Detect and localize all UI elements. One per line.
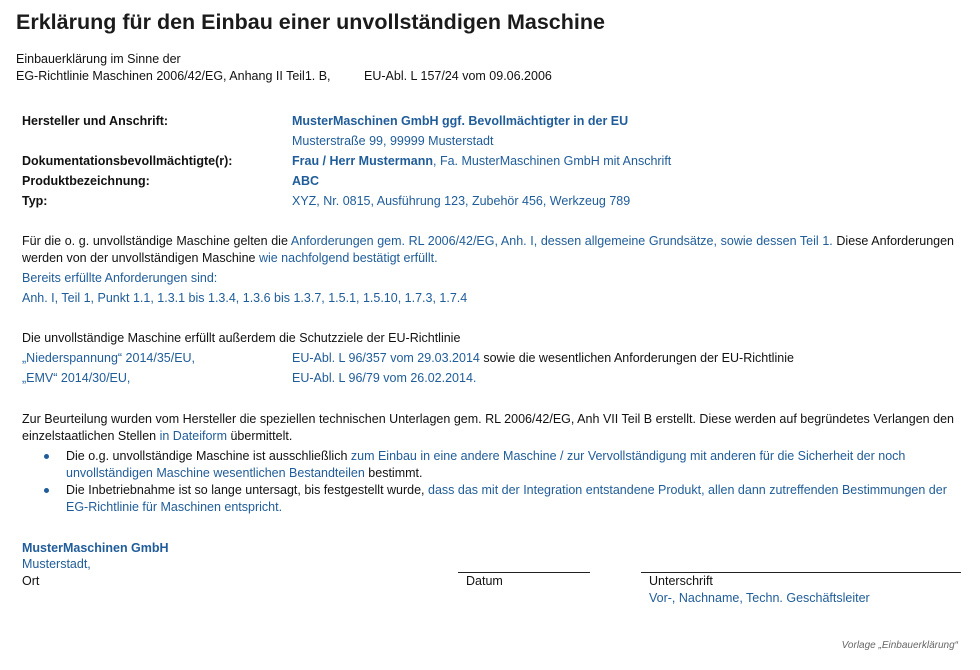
low-voltage-directive: „Niederspannung“ 2014/35/EU, [22,351,196,365]
low-voltage-journal: EU-Abl. L 96/357 vom 29.03.2014 [292,351,480,365]
fulfilled-requirements-label: Bereits erfüllte Anforderungen sind: [22,271,218,285]
signature-city: Musterstadt, [22,557,91,571]
manufacturer-label: Hersteller und Anschrift: [22,114,169,128]
emc-directive: „EMV“ 2014/30/EU, [22,371,131,385]
address-value: Musterstraße 99, 99999 Musterstadt [292,134,494,148]
bullet-icon [44,488,49,493]
bullet2-text-a: Die Inbetriebnahme ist so lange untersagt, bis festgestellt wurde, [66,483,429,497]
list-item [44,448,954,482]
signature-place-label: Ort [22,574,40,588]
subtitle-line1: Einbauerklärung im Sinne der [16,52,181,66]
low-voltage-reference [292,351,794,365]
signature-role: Vor-, Nachname, Techn. Geschäftsleiter [649,591,870,605]
subtitle-line2-journal: EU-Abl. L 157/24 vom 09.06.2006 [364,69,552,83]
tech-text-2: in Dateiform [159,429,227,443]
product-value: ABC [292,174,320,188]
low-voltage-rest: sowie die wesentlichen Anforderungen der EU-Richtlinie [479,351,794,365]
bullet1-text-c: bestimmt. [364,466,423,480]
subtitle-line2-directive: EG-Richtlinie Maschinen 2006/42/EG, Anhang II Teil1. B, [16,69,331,83]
tech-text-1: Zur Beurteilung wurden vom Hersteller die speziellen technischen Unterlagen gem. RL 2006/42/EG, Anh VII Teil B erstellt. Diese werden auf begründetes Verlangen den einzelstaatlichen Stellen [22,412,954,443]
documentation-company: , Fa. MusterMaschinen GmbH mit Anschrift [433,154,672,168]
protection-goals-intro: Die unvollständige Maschine erfüllt außerdem die Schutzziele der EU-Richtlinie [22,331,461,345]
bullet1-text-a: Die o.g. unvollständige Maschine ist ausschließlich [66,449,351,463]
conditions-list [44,448,954,516]
type-value: XYZ, Nr. 0815, Ausführung 123, Zubehör 456, Werkzeug 789 [292,194,631,208]
product-label: Produktbezeichnung: [22,174,150,188]
fulfilled-requirements-list: Anh. I, Teil 1, Punkt 1.1, 1.3.1 bis 1.3.4, 1.3.6 bis 1.3.7, 1.5.1, 1.5.10, 1.7.3, 1.7.4 [22,291,468,305]
req-text-2: Anforderungen gem. RL 2006/42/EG, Anh. I, dessen allgemeine Grundsätze, sowie dessen Teil 1. [290,234,833,248]
technical-documents-paragraph [22,411,954,445]
document-title: Erklärung für den Einbau einer unvollständigen Maschine [16,10,605,34]
req-text-4: wie nachfolgend bestätigt erfüllt. [258,251,438,265]
requirements-paragraph [22,233,954,267]
list-item [44,482,954,516]
documentation-label: Dokumentationsbevollmächtigte(r): [22,154,233,168]
tech-text-3: übermittelt. [226,429,293,443]
emc-journal: EU-Abl. L 96/79 vom 26.02.2014. [292,371,477,385]
signature-line [641,572,961,573]
bullet1-text-b: zum Einbau in eine andere Maschine / zur Vervollständigung mit anderen für die Sicherheit der noch unvollständigen Maschine wesentlichen Bestandteilen [66,449,906,480]
date-signature-line [458,572,590,573]
signature-company: MusterMaschinen GmbH [22,541,169,555]
signature-label: Unterschrift [649,574,713,588]
bullet2-text-b: dass das mit der Integration entstandene Produkt, allen dann zutreffenden Bestimmungen der EG-Richtlinie für Maschinen entspricht. [66,483,947,514]
signature-date-label: Datum [466,574,503,588]
documentation-value [292,154,671,168]
template-footer: Vorlage „Einbauerklärung“ [841,640,958,651]
documentation-person: Frau / Herr Mustermann [292,154,434,168]
bullet-icon [44,454,49,459]
type-label: Typ: [22,194,48,208]
req-text-3: Diese Anforderungen werden von der unvollständigen Maschine [22,234,955,265]
req-text-1: Für die o. g. unvollständige Maschine gelten die [22,234,291,248]
manufacturer-value: MusterMaschinen GmbH ggf. Bevollmächtigter in der EU [292,114,629,128]
